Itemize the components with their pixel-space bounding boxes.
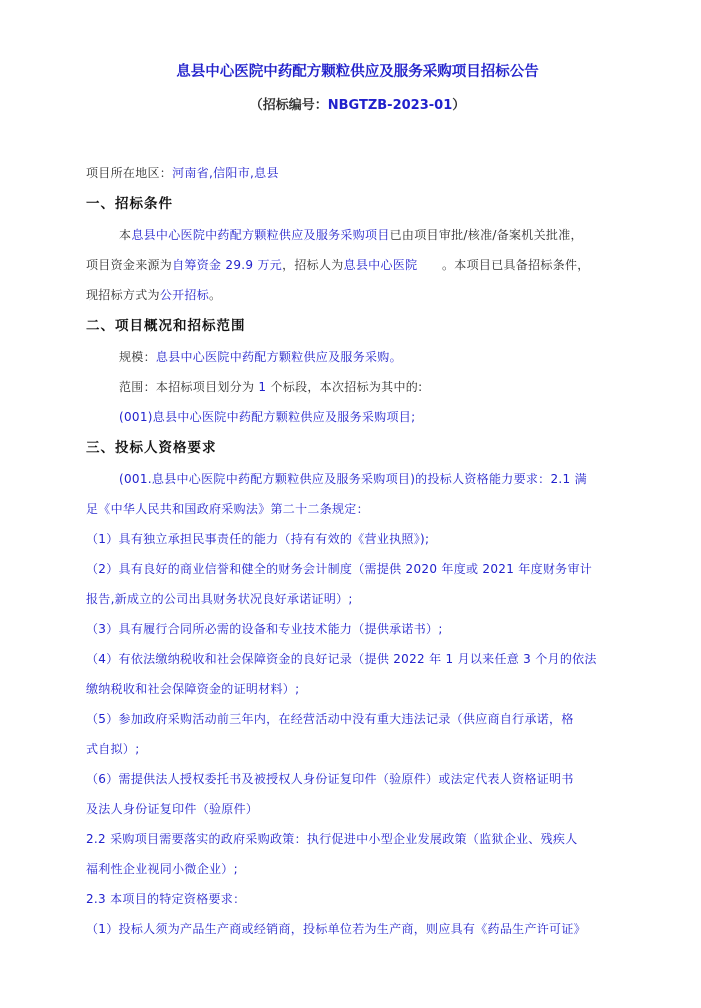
text-segment: 2.2 采购项目需要落实的政府采购政策：执行促进中小型企业发展政策（监狱企业、残疾人	[86, 832, 578, 846]
text-segment: （1）投标人须为产品生产商或经销商，投标单位若为生产商，则应具有《药品生产许可证》	[86, 922, 586, 936]
text-segment: 缴纳税收和社会保障资金的证明材料）;	[86, 682, 300, 696]
text-segment: 本	[119, 228, 132, 242]
document-line	[86, 824, 629, 854]
text-segment: （4）有依法缴纳税收和社会保障资金的良好记录（提供 2022 年 1 月以来任意 3 个月的依法	[86, 652, 597, 666]
document-line	[86, 614, 629, 644]
document-line	[86, 342, 629, 372]
text-segment: 项目所在地区：	[86, 166, 173, 180]
text-segment: 。本项目已具备招标条件，	[417, 258, 590, 272]
text-segment: 公开招标	[159, 288, 210, 302]
text-segment: 2.3 本项目的特定资格要求：	[86, 892, 246, 906]
document-line	[86, 674, 629, 704]
document-line	[86, 554, 629, 584]
text-segment: 一、招标条件	[86, 196, 173, 212]
document-line	[86, 494, 629, 524]
document-line	[86, 704, 629, 734]
document-line	[86, 644, 629, 674]
text-segment: 息县中心医院	[343, 258, 418, 272]
text-segment: （3）具有履行合同所必需的设备和专业技术能力（提供承诺书）;	[86, 622, 443, 636]
text-segment: 个标段，本次招标为其中的:	[266, 380, 423, 394]
text-segment: (001.息县中心医院中药配方颗粒供应及服务采购项目)的投标人资格能力要求：2.1 满	[119, 472, 587, 486]
text-segment: 及法人身份证复印件（验原件）	[86, 802, 259, 816]
text-segment: ）	[452, 98, 466, 113]
document-line	[86, 280, 629, 310]
document-line	[86, 914, 629, 944]
document-title	[86, 62, 629, 82]
document-line	[86, 220, 629, 250]
text-segment: 现招标方式为	[86, 288, 160, 302]
text-segment: 福利性企业视同小微企业）;	[86, 862, 238, 876]
text-segment: 河南省,信阳市,息县	[172, 166, 279, 180]
text-segment: (001)息县中心医院中药配方颗粒供应及服务采购项目;	[119, 410, 416, 424]
text-segment: 报告,新成立的公司出具财务状况良好承诺证明）;	[86, 592, 353, 606]
document-line	[86, 372, 629, 402]
text-segment: （5）参加政府采购活动前三年内，在经营活动中没有重大违法记录（供应商自行承诺，格	[86, 712, 574, 726]
text-segment: NBGTZB-2023-01	[327, 98, 453, 113]
tender-number-line	[86, 96, 629, 116]
text-segment: 息县中心医院中药配方颗粒供应及服务采购项目招标公告	[176, 64, 539, 80]
text-segment: 二、项目概况和招标范围	[86, 318, 246, 334]
text-segment: （招标编号：	[249, 98, 328, 113]
project-location-line	[86, 158, 629, 188]
text-segment: （1）具有独立承担民事责任的能力（持有有效的《营业执照》);	[86, 532, 430, 546]
document-line	[86, 402, 629, 432]
text-segment: 息县中心医院中药配方颗粒供应及服务采购。	[155, 350, 402, 364]
document-line	[86, 524, 629, 554]
text-segment: 自筹资金 29.9 万元	[172, 258, 283, 272]
text-segment: 。	[209, 288, 222, 302]
text-segment: 1	[258, 380, 267, 394]
document-line	[86, 794, 629, 824]
text-segment: ，招标人为	[282, 258, 344, 272]
text-segment: （6）需提供法人授权委托书及被授权人身份证复印件（验原件）或法定代表人资格证明书	[86, 772, 574, 786]
section-heading-1	[86, 188, 629, 220]
text-segment: 式自拟）;	[86, 742, 140, 756]
document-line	[86, 884, 629, 914]
text-segment: 足《中华人民共和国政府采购法》第二十二条规定：	[86, 502, 369, 516]
document-line	[86, 250, 629, 280]
text-segment: 已由项目审批/核准/备案机关批准，	[389, 228, 583, 242]
document-line	[86, 764, 629, 794]
document-line	[86, 854, 629, 884]
text-segment: 息县中心医院中药配方颗粒供应及服务采购项目	[131, 228, 390, 242]
text-segment: 范围：本招标项目划分为	[119, 380, 259, 394]
text-segment: 项目资金来源为	[86, 258, 173, 272]
section-heading-3	[86, 432, 629, 464]
document-line	[86, 464, 629, 494]
text-segment: （2）具有良好的商业信誉和健全的财务会计制度（需提供 2020 年度或 2021 年度财务审计	[86, 562, 593, 576]
document-line	[86, 734, 629, 764]
section-heading-2	[86, 310, 629, 342]
text-segment: 规模：	[119, 350, 156, 364]
text-segment: 三、投标人资格要求	[86, 440, 217, 456]
document-line	[86, 584, 629, 614]
